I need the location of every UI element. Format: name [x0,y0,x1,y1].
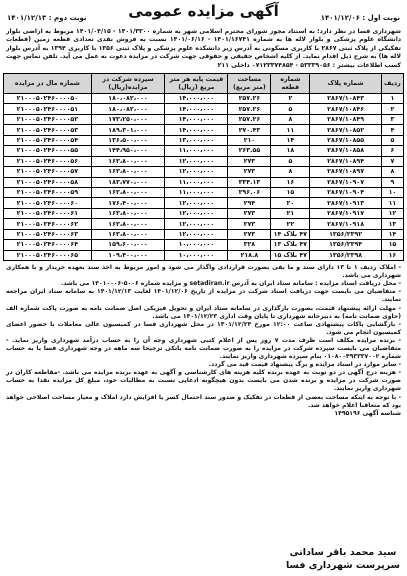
cell-price: ۱۴،۰۰۰،۰۰۰ [165,114,228,124]
cell-row: ۳ [381,114,403,124]
cell-price: ۱۲،۰۰۰،۰۰۰ [165,229,228,239]
cell-deposit: ۱۶۳،۸۰۰،۰۰۰ [91,156,164,166]
cell-qate: ۲۲ [271,219,310,229]
cell-plak: ۲۸۶۷/۱۰۹۱۷ [310,208,381,218]
cell-plak: ۲۸۶۷/۱۰۸۵۵ [310,135,381,145]
note-item: شناسه آگهی ۱۴۹۵۱۹۶ [334,409,401,417]
header-qate: شماره قطعه [271,74,310,94]
cell-qate: ۱۵ [271,187,310,197]
cell-row: ۱۵ [381,240,403,250]
cell-deposit: ۱۴۴،۹۵۰،۰۰۰ [91,146,164,156]
header-deposit: سپرده شرکت در مزایده(ریال) [91,74,164,94]
cell-plak: ۲۸۶۷/۱۰۸۹۴ [310,156,381,166]
auction-table [3,73,404,261]
note-item: - با توجه به اینکه مساحت بعضی از قطعات در تفکیک و صدور سند احتمال کسر یا افزایش دارد املاک و معیار مساحت اصلاحی خواهد بود که متعاقبا اعلام خواهد شد. [6,393,401,409]
cell-account: ۲۱۰۰۰۵۰۲۴۶۰۰۰۰۵۶ [4,156,92,166]
intro-paragraph: شهرداری فسا در نظر دارد؛ به استناد مجوز شورای محترم اسلامی شهر به شماره ۱۴۰۱/۳۳۰۰ - ۱۴۰۱/۰۴/۱۵ مربوط به اراضی بلوار دانشگاه علوم پزشکی و بلوار لاله ها به شماره ۱۴۰۱/۱۶۷۴۱ - ۱۴۰۱/۰۶/۱۶ نسبت به فروش نقدی تعدادی قطعه زمین (قطعات تفکیکی از پلاک ثبتی ۲۸۶۷ با کاربری مسکونی به آدرس زیر دانشکده علوم پزشکی و پلاک ثبتی ۱۳۵۶ با کاربری ۱۳۹۴ به آدرس بلوار لاله ها) به شرح ذیل اقدام نماید. از کلیه اشخاص حقیقی و حقوقی جهت شرکت در مزایده دعوت به عمل می آید. تلفن تماس جهت کسب اطلاعات بیشتر : ۵۳۳۳۹۰۵۶ - ۰۷۱۲۳۳۷۴۸۵۴ داخلی ۲۱۱ [6,28,401,69]
cell-area: ۲۹۴ [228,198,271,208]
cell-deposit: ۱۸۰،۰۸۲،۰۰۰ [91,94,164,104]
cell-account: ۲۱۰۰۰۵۰۲۴۶۰۰۰۰۵۰ [4,94,92,104]
cell-price: ۱۰،۰۰۰،۰۰۰ [165,250,228,260]
table-header-row [4,74,404,94]
table-row [4,198,404,208]
cell-qate: ۴۷ بلاک ۱۳ [271,240,310,250]
cell-deposit: ۱۶۳،۸۰۰،۰۰۰ [91,208,164,218]
cell-qate: ۸ [271,114,310,124]
cell-price: ۱۲،۰۰۰،۰۰۰ [165,208,228,218]
cell-deposit: ۱۷۶،۴۰۰،۰۰۰ [91,198,164,208]
cell-row: ۹ [381,177,403,187]
cell-price: ۱۱،۰۰۰،۰۰۰ [165,146,228,156]
cell-qate: ۲ [271,94,310,104]
table-row [4,187,404,197]
cell-deposit: ۱۶۳،۸۰۰،۰۰۰ [91,167,164,177]
cell-qate: ۱۱ [271,125,310,135]
cell-qate: ۲۱ [271,208,310,218]
cell-area: ۲۵۷.۲۶ [228,104,271,114]
table-row [4,146,404,156]
cell-area: ۲۵۷.۲۶ [228,114,271,124]
cell-price: ۱۱،۰۰۰،۰۰۰ [165,177,228,187]
cell-deposit: ۱۳۶،۵۰۰،۰۰۰ [91,135,164,145]
cell-account: ۲۱۰۰۰۵۰۲۴۶۰۰۰۰۵۴ [4,135,92,145]
notes-section [3,264,404,418]
cell-area: ۳۲۸ [228,240,271,250]
cell-plak: ۲۸۶۷/۱۰۸۵۲ [310,125,381,135]
cell-account: ۲۱۰۰۰۵۰۲۴۶۰۰۰۰۵۲ [4,114,92,124]
signer-title: سرپرست شهرداری فسا [285,560,400,571]
cell-account: ۲۱۰۰۰۵۰۲۴۶۰۰۰۰۶۳ [4,229,92,239]
cell-price: ۱۲،۰۰۰،۰۰۰ [165,198,228,208]
table-row [4,125,404,135]
cell-deposit: ۱۸۳،۷۷۰،۰۰۰ [91,177,164,187]
note-item: - سایر موارد در اسناد مزایده و برگ پیشنهاد قیمت قید می گردد. [208,361,401,369]
cell-deposit: ۱۸۹،۳۰۱،۰۰۰ [91,125,164,135]
cell-area: ۲۱۰ [228,135,271,145]
cell-qate: ۵ [271,104,310,114]
cell-area: ۲۷۳ [228,208,271,218]
cell-account: ۲۱۰۰۰۵۰۲۴۶۰۰۰۰۶۲ [4,219,92,229]
cell-price: ۱۰،۰۰۰،۰۰۰ [165,240,228,250]
cell-account: ۲۱۰۰۰۵۰۲۴۶۰۰۰۰۶۱ [4,208,92,218]
cell-plak: ۲۸۶۷/۱۰۹۰۴ [310,187,381,197]
cell-price: ۱۳،۰۰۰،۰۰۰ [165,135,228,145]
cell-qate: ۸ [271,167,310,177]
table-row [4,250,404,260]
cell-plak: ۲۸۶۷/۱۰۸۴۳ [310,94,381,104]
cell-area: ۲۹۶.۰۶ [228,187,271,197]
cell-deposit: ۱۵۹،۶۰۰،۰۰۰ [91,240,164,250]
note-item: - بازگشایی پاکات پیشنهادی ساعت ۱۲:۰۰ مورخ ۱۴۰۱/۱۲/۲۴ در محل شهرداری فسا در کمیسیون عالی معاملات با حضور اعضای کمیسیون انجام می شود. [6,320,401,336]
cell-deposit: ۱۶۲،۸۰۰،۰۰۰ [91,187,164,197]
cell-plak: ۲۸۶۷/۱۰۸۵۸ [310,146,381,156]
cell-deposit: ۱۶۳،۸۰۰،۰۰۰ [91,229,164,239]
cell-account: ۲۱۰۰۰۵۰۲۴۶۰۰۰۰۵۹ [4,187,92,197]
table-row [4,208,404,218]
cell-row: ۴ [381,125,403,135]
cell-qate: ۱۶ [271,177,310,187]
table-row [4,229,404,239]
cell-area: ۲۵۷.۲۶ [228,94,271,104]
cell-deposit: ۱۰۹،۴۰۰،۰۰۰ [91,250,164,260]
table-row [4,94,404,104]
cell-row: ۸ [381,167,403,177]
note-item: - محل دریافت اسناد مزایده : سامانه ستاد ایران به آدرس setadiran.ir و مزایده شماره ۵۰۰۶-۱۴۰۱۰۰۰۶ می باشد. [60,280,401,288]
cell-account: ۲۱۰۰۰۵۰۲۴۶۰۰۰۰۵۳ [4,125,92,135]
table-row [4,167,404,177]
table-row [4,156,404,166]
cell-plak: ۲۸۶۷/۱۰۹۱۳ [310,198,381,208]
cell-row: ۱۳ [381,219,403,229]
header-area: مساحت (متر مربع) [228,74,271,94]
cell-qate: ۴۷ بلاک ۱۵ [271,250,310,260]
cell-row: ۱۶ [381,250,403,260]
cell-price: ۱۲،۰۰۰،۰۰۰ [165,219,228,229]
cell-row: ۱۱ [381,198,403,208]
cell-row: ۵ [381,135,403,145]
cell-deposit: ۱۷۳،۲۵۰،۰۰۰ [91,114,164,124]
note-item: - برنده مزایده مکلف است ظرف مدت ۷ روز پس از اعلام کتبی شهرداری وجه آن را به حساب درآمد شهرداری واریز نماید. - متقاضیان می بایست سپرده شرکت در مزایده را به صورت ضمانت نامه بانکی ترجیحا سه ماهه در وجه شهرداری فسا یا به حساب شماره ۰۱۰۸۰۰۴۹۳۳۳۷۰۰۲ بنام سپرده شهرداری واریز نمایند. [6,336,401,361]
table-row [4,240,404,250]
cell-qate: ۱۸ [271,146,310,156]
header-row-number: ردیف [381,74,403,94]
cell-plak: ۱۳۵۶/۲۳۹۲ [310,229,381,239]
header-plak: شماره پلاک [310,74,381,94]
first-edition-date: نوبت اول : ۱۴۰۱/۱۲/۰۶ [320,14,400,22]
cell-area: ۲۷۳ [228,229,271,239]
cell-plak: ۱۳۵۶/۲۳۹۸ [310,250,381,260]
second-edition-date: نوبت دوم : ۱۴۰۱/۱۲/۱۳ [7,14,87,22]
cell-plak: ۲۸۶۷/۱۰۸۹۷ [310,167,381,177]
cell-qate: ۱۴ [271,135,310,145]
cell-account: ۲۱۰۰۰۵۰۲۴۶۰۰۰۰۶۴ [4,240,92,250]
cell-account: ۲۱۰۰۰۵۰۲۴۶۰۰۰۰۵۷ [4,167,92,177]
note-item: - مهلت ارائه پیشنهاد قیمت، بصورت بارگذاری در سامانه ستاد ایران و تحویل فیزیکی اصل ضمانت نامه به صورت پاکت شماره الف (حاوی ضمانت نامه) به دبیرخانه شهرداری تا پایان وقت اداری ۱۴۰۱/۱۲/۲۳ می باشد. [6,304,401,320]
cell-deposit: ۱۸۰،۰۸۲،۰۰۰ [91,104,164,114]
cell-row: ۶ [381,146,403,156]
cell-area: ۲۷۳ [228,219,271,229]
notice-title: آگهی مزایده عمومی [128,2,279,20]
cell-row: ۱ [381,94,403,104]
cell-area: ۲۷۳ [228,156,271,166]
cell-area: ۲۷۳ [228,167,271,177]
cell-row: ۱۲ [381,208,403,218]
cell-area: ۳۳۴.۱۳ [228,177,271,187]
cell-area: ۲۷۰.۴۳ [228,125,271,135]
cell-plak: ۲۸۶۷/۱۰۹۰۷ [310,177,381,187]
cell-qate: ۵ [271,156,310,166]
notice-header [3,2,404,24]
cell-row: ۷ [381,156,403,166]
header-account: شماره مال در مزایده [4,74,92,94]
note-item: - متقاضیان می بایست جهت دریافت اسناد شرکت در مزایده از تاریخ ۱۴۰۱/۱۲/۰۶ لغایت ۱۴۰۱/۱۲/۱۳ به سامانه ستاد ایران مراجعه نمایند. [6,288,402,304]
cell-price: ۱۴،۰۰۰،۰۰۰ [165,125,228,135]
cell-area: ۲۱۸.۸ [228,250,271,260]
cell-deposit: ۱۶۳،۸۰۰،۰۰۰ [91,219,164,229]
auction-notice [3,2,404,574]
table-row [4,177,404,187]
table-row [4,104,404,114]
cell-price: ۱۴،۰۰۰،۰۰۰ [165,104,228,114]
cell-price: ۱۲،۰۰۰،۰۰۰ [165,167,228,177]
note-item: - املاک ردیف ۱ تا ۱۳ دارای سند و ما بقی بصورت قراردادی واگذار می شود و امور مربوط به اخذ سند بعهده خریدار و با همکاری شهرداری می باشد. [6,264,401,280]
cell-row: ۱۰ [381,187,403,197]
cell-account: ۲۱۰۰۰۵۰۲۴۶۰۰۰۰۵۸ [4,177,92,187]
table-row [4,114,404,124]
table-row [4,219,404,229]
cell-qate: ۲۰ [271,198,310,208]
cell-account: ۲۱۰۰۰۵۰۲۴۶۰۰۰۰۶۰ [4,198,92,208]
cell-plak: ۲۸۶۷/۱۰۹۱۸ [310,219,381,229]
signer-name: سید محمد باقر ساداتی [289,547,397,558]
signature-block [286,546,400,572]
header-price: قیمت پایه هر متر مربع (ریال) [165,74,228,94]
cell-price: ۱۲،۰۰۰،۰۰۰ [165,156,228,166]
cell-plak: ۲۸۶۷/۱۰۸۴۹ [310,114,381,124]
cell-area: ۲۶۳.۵۵ [228,146,271,156]
cell-account: ۲۱۰۰۰۵۰۲۴۶۰۰۰۰۵۵ [4,146,92,156]
cell-account: ۲۱۰۰۰۵۰۲۴۶۰۰۰۰۶۵ [4,250,92,260]
cell-row: ۱۴ [381,229,403,239]
cell-price: ۱۴،۰۰۰،۰۰۰ [165,94,228,104]
cell-plak: ۱۳۵۶/۲۳۹۴ [310,240,381,250]
cell-row: ۲ [381,104,403,114]
note-item: - هزینه درج آگهی در دو نوبت به عهده برنده کلیه هزینه های کارشناسی و آگهی به عهده برنده مزایده می باشد. -مقاطعه کاران در صورت شرکت در مزایده و برنده شدن می بایست بدون هیچگونه ادعایی نسبت به مطالبات خود، مبلغ کل مزایده نقدا به حساب شهرداری واریز نمایند. [6,369,401,393]
cell-plak: ۲۸۶۷/۱۰۸۴۶ [310,104,381,114]
table-row [4,135,404,145]
cell-price: ۱۱،۰۰۰،۰۰۰ [165,187,228,197]
cell-account: ۲۱۰۰۰۵۰۲۴۶۰۰۰۰۵۱ [4,104,92,114]
cell-qate: ۴۷ بلاک ۱۴ [271,229,310,239]
